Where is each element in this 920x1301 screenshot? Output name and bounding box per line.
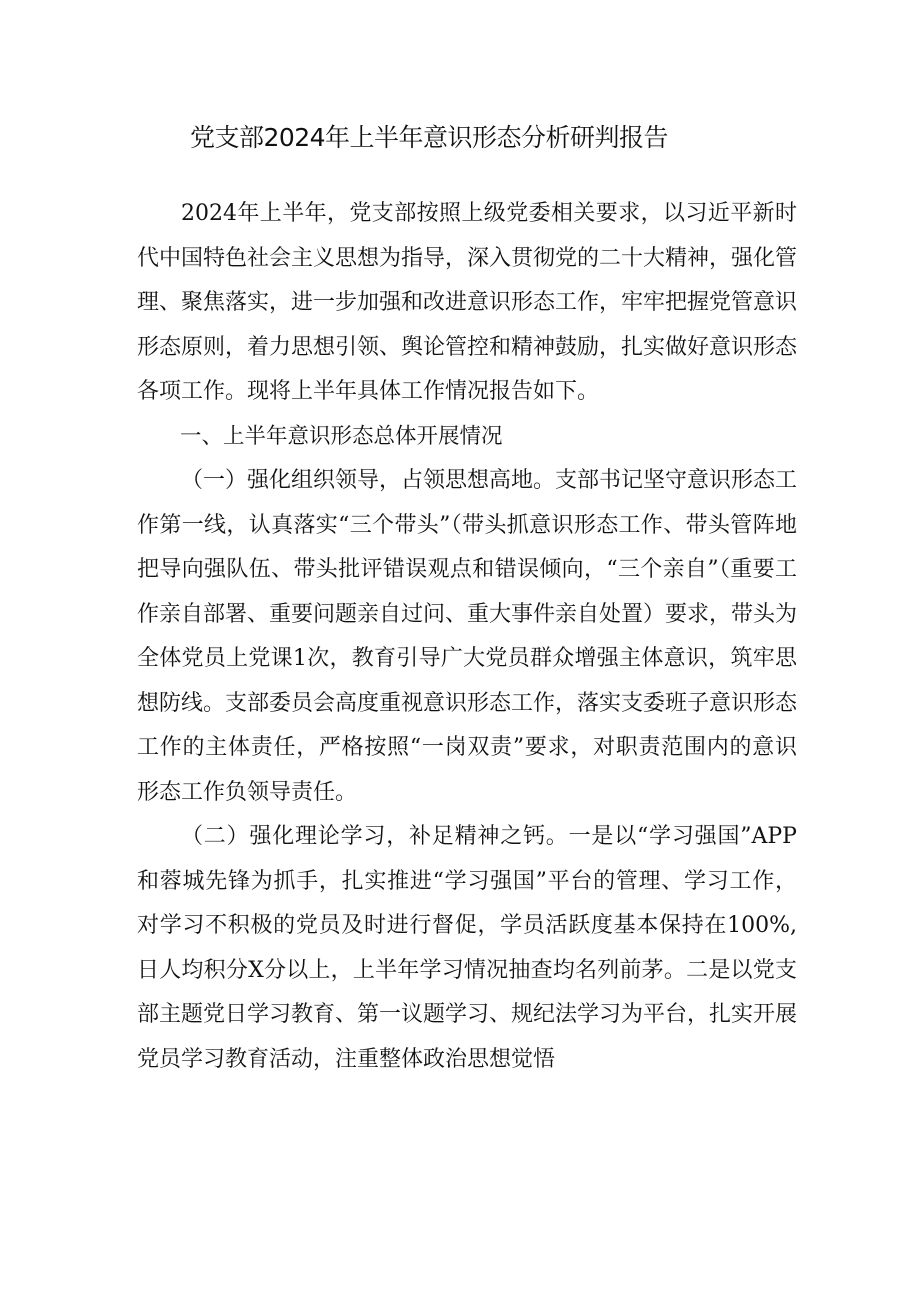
document-title: 党支部2024年上半年意识形态分析研判报告 bbox=[189, 123, 669, 152]
section-heading: 一、上半年意识形态总体开展情况 bbox=[180, 423, 503, 449]
section-paragraph-study: （二）强化理论学习，补足精神之钙。一是以“学习强国”APP和蓉城先锋为抓手，扎实推进“学习强国”平台的管理、学习工作，对学习不积极的党员及时进行督促，学员活跃度基本保持在100%,日人均积分X分以上，上半年学习情况抽查均名列前茅。二是以党支部主题党日学习教育、第一议题学习、规纪法学习为平台，扎实开展党员学习教育活动，注重整体政治思想觉悟 bbox=[137, 824, 798, 1072]
document-body bbox=[137, 192, 797, 1082]
intro-paragraph: 2024年上半年，党支部按照上级党委相关要求，以习近平新时代中国特色社会主义思想为指导，深入贯彻党的二十大精神，强化管理、聚焦落实，进一步加强和改进意识形态工作，牢牢把握党管意识形态原则，着力思想引领、舆论管控和精神鼓励，扎实做好意识形态各项工作。现将上半年具体工作情况报告如下。 bbox=[137, 201, 798, 404]
section-paragraph-organization: （一）强化组织领导，占领思想高地。支部书记坚守意识形态工作第一线，认真落实“三个带头”（带头抓意识形态工作、带头管阵地把导向强队伍、带头批评错误观点和错误倾向，“三个亲自”（重要工作亲自部署、重要问题亲自过问、重大事件亲自处置）要求，带头为全体党员上党课1次，教育引导广大党员群众增强主体意识，筑牢思想防线。支部委员会高度重视意识形态工作，落实支委班子意识形态工作的主体责任，严格按照“一岗双责”要求，对职责范围内的意识形态工作负领导责任。 bbox=[137, 468, 798, 805]
